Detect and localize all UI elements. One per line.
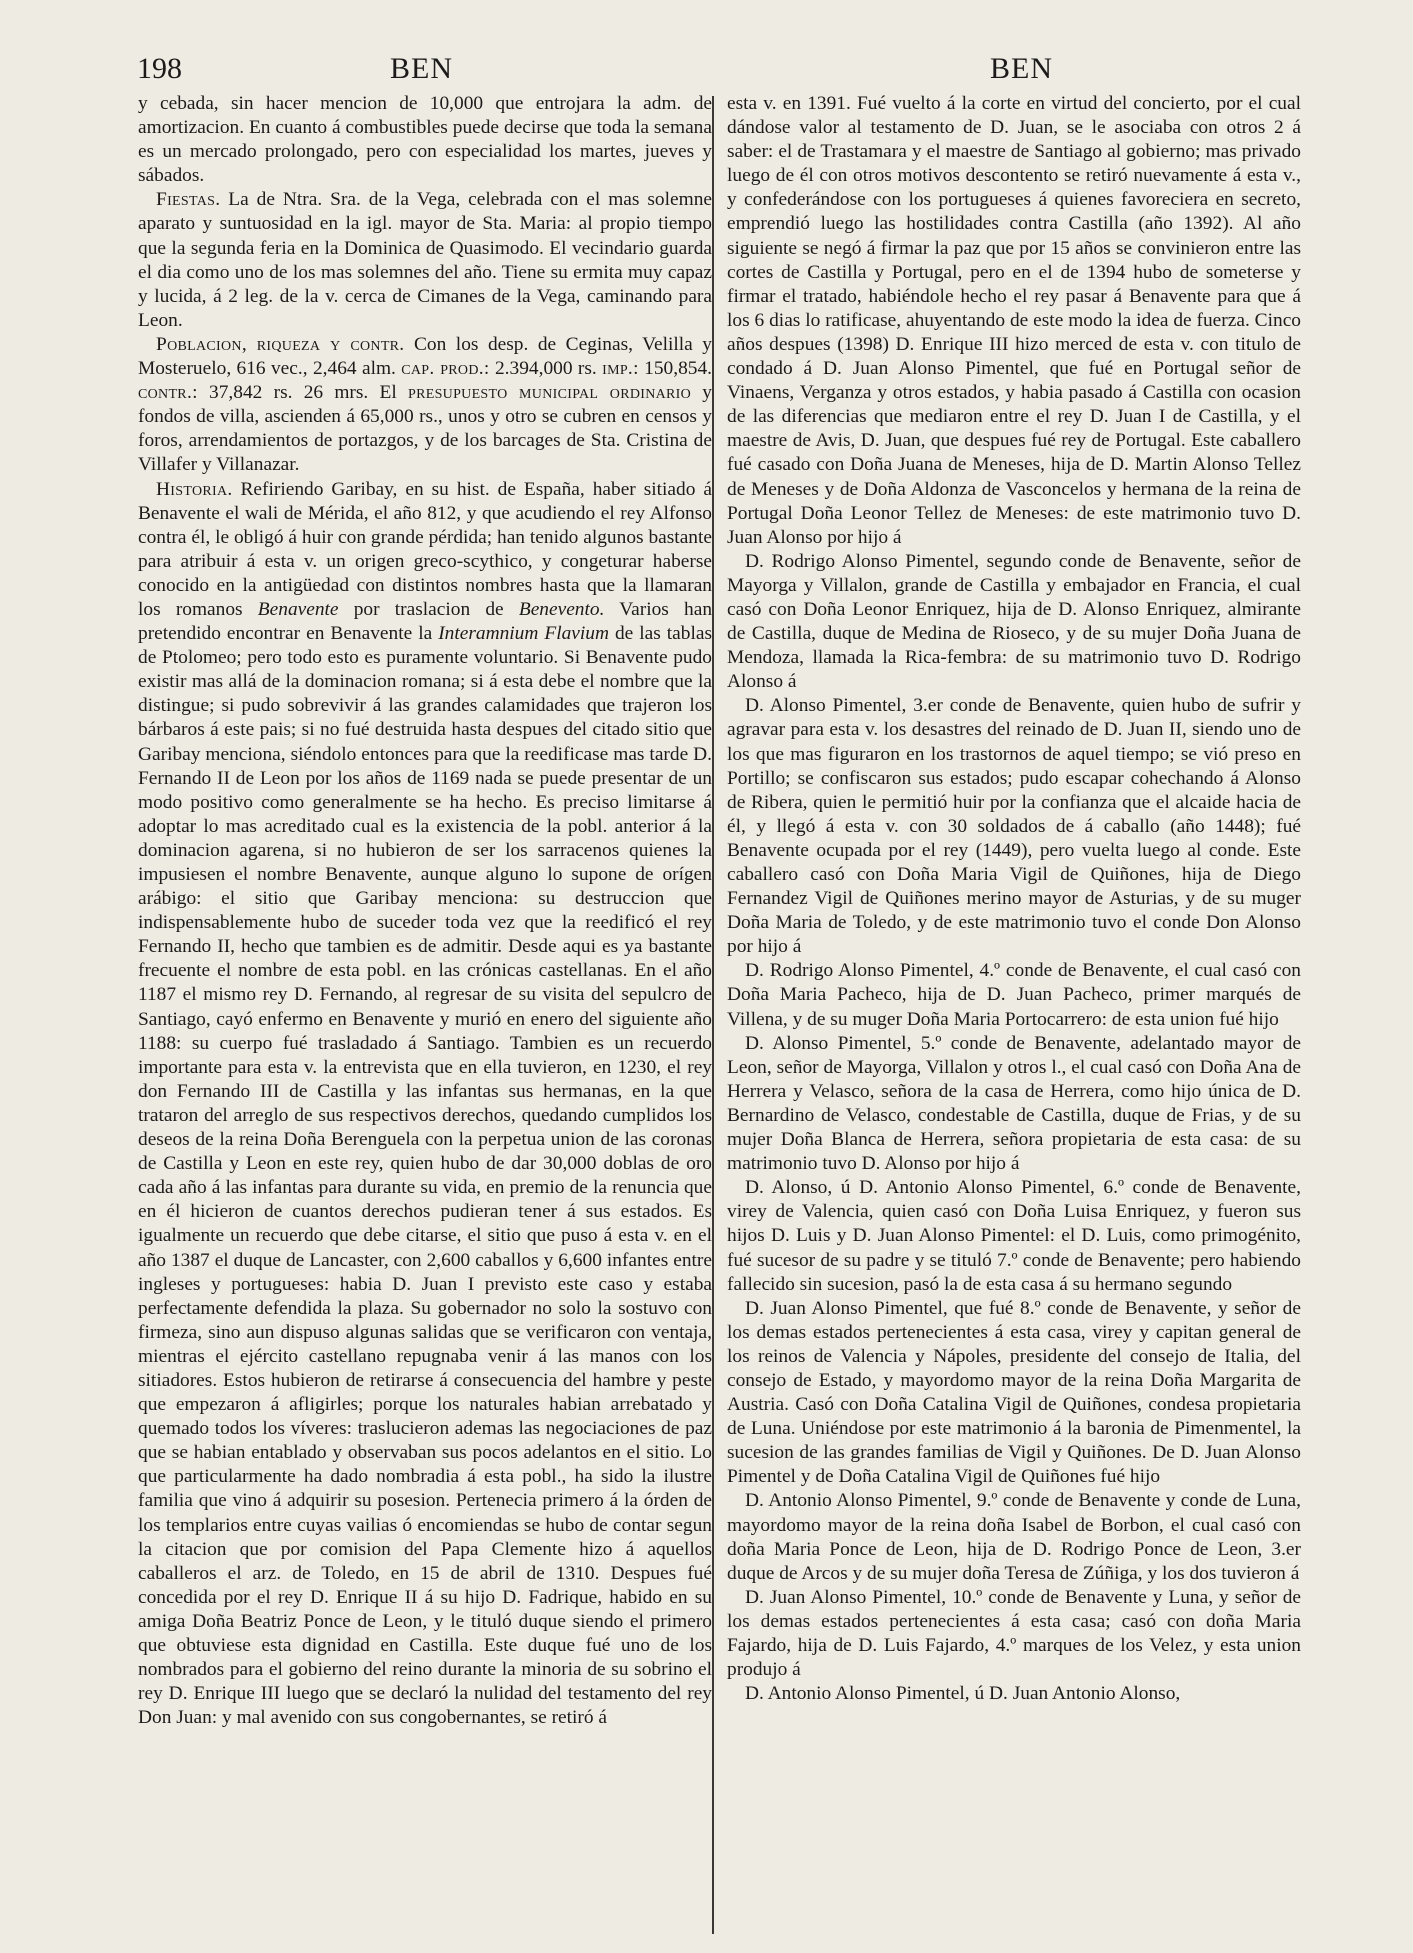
- text-run: 150,854.: [638, 358, 712, 380]
- running-head-right: BEN: [990, 52, 1053, 85]
- text-run: Refiriendo Garibay, en su hist. de España, haber sitiado á Benavente el wali de Mérida, el año 812, y que acudiendo el rey Alfonso contra él, le obligó á huir con grande pérdida; han tenido algunos bastante para atribuir á esta v. un origen greco-scythico, y congeturar haberse conocido en la antigüedad con distintos nombres hasta que la llamaran los romanos: [138, 478, 712, 620]
- column-divider: [712, 96, 714, 1934]
- text-run: y cebada, sin hacer mencion de 10,000 que entrojara la adm. de amortizacion. En cuanto á combustibles puede decirse que toda la semana es un mercado prolongado, pero con especialidad los martes, jueves y sábados.: [138, 93, 712, 187]
- text-run: D. Antonio Alonso Pimentel, 9.º conde de Benavente y conde de Luna, mayordomo mayor de la reina doña Isabel de Borbon, el cual casó con doña Maria Ponce de Leon, hija de D. Rodrigo Ponce de Leon, 3.er duque de Arcos y de su mujer doña Teresa de Zúñiga, y los dos tuvieron á: [727, 1490, 1301, 1584]
- text-run: Varios han pretendido encontrar en Benavente la: [138, 598, 712, 645]
- right-column: [727, 92, 1301, 1937]
- paragraph: [727, 1682, 1301, 1706]
- text-run: D. Alonso Pimentel, 5.º conde de Benavente, adelantado mayor de Leon, señor de Mayorga, Villalon y otros l., el cual casó con Doña Ana de Herrera y Velasco, señora de la casa de Herrera, como hijo única de D. Bernardino de Velasco, condestable de Castilla, duque de Frias, y de su mujer Doña Blanca de Herrera, señora propietaria de esta casa: de su matrimonio tuvo D. Alonso por hijo á: [727, 1032, 1301, 1175]
- text-run: D. Juan Alonso Pimentel, 10.º conde de Benavente y Luna, y señor de los demas estados pertenecientes á esta casa; casó con doña Maria Fajardo, hija de D. Luis Fajardo, 4.º marques de los Velez, y esta union produjo á: [727, 1586, 1301, 1681]
- italic-run: Benavente: [257, 598, 339, 620]
- text-run: La de Ntra. Sra. de la Vega, celebrada con el mas solemne aparato y suntuosidad en la igl. mayor de Sta. Maria: al propio tiempo que la segunda feria en la Dominica de Quasimodo. El vecindario guarda el dia como uno de los mas solemnes del año. Tiene su ermita muy capaz y lucida, á 2 leg. de la v. cerca de Cimanes de la Vega, caminando para Leon.: [138, 189, 712, 331]
- page-number: 198: [137, 52, 182, 85]
- paragraph: [727, 92, 1301, 550]
- paragraph: [138, 92, 712, 188]
- text-run: D. Rodrigo Alonso Pimentel, 4.º conde de Benavente, el cual casó con Doña Maria Pacheco, hija de D. Juan Pacheco, primer marqués de Villena, y de su muger Doña Maria Portocarrero: de esta union fué hijo: [727, 960, 1301, 1030]
- paragraph: [727, 1297, 1301, 1490]
- paragraph: [727, 1586, 1301, 1682]
- running-head-left: BEN: [390, 52, 453, 85]
- paragraph: [727, 694, 1301, 959]
- small-caps-run: cap. prod.:: [401, 358, 490, 380]
- paragraph: [727, 1489, 1301, 1585]
- paragraph: [727, 959, 1301, 1031]
- small-caps-run: contr.:: [138, 382, 198, 404]
- text-run: D. Juan Alonso Pimentel, que fué 8.º conde de Benavente, y señor de los demas estados pertenecientes á esta casa, virey y capitan general de los reinos de Valencia y Nápoles, presidente del consejo de Italia, del consejo de Estado, y mayordomo mayor de la reina Doña Margarita de Austria. Casó con Doña Catalina Vigil de Quiñones, condesa propietaria de Luna. Uniéndose por este matrimonio á la baronia de Pimenmentel, la sucesion de las grandes familias de Vigil y Quiñones. De D. Juan Alonso Pimentel y de Doña Catalina Vigil de Quiñones fué hijo: [727, 1297, 1301, 1488]
- paragraph: [138, 188, 712, 333]
- text-run: D. Alonso Pimentel, 3.er conde de Benavente, quien hubo de sufrir y agravar para esta v. los desastres del reinado de D. Juan II, siendo uno de los que mas figuraron en los trastornos de aquel tiempo; se vió preso en Portillo; se confiscaron sus estados; pudo escapar cohechando á Alonso de Ribera, quien le permitió huir por la confianza que el alcaide hacia de él, y llegó á esta v. con 30 soldados de á caballo (año 1448); fué Benavente ocupada por el rey (1449), pero vuelta luego al conde. Este caballero casó con Doña Maria Vigil de Quiñones, hija de Diego Fernandez Vigil de Quiñones merino mayor de Asturias, y de su muger Doña Maria de Toledo, y de este matrimonio tuvo el conde Don Alonso por hijo á: [727, 695, 1301, 958]
- text-run: Con los desp. de Ceginas, Velilla y Mosteruelo, 616 vec., 2,464 alm.: [138, 333, 712, 380]
- text-run: 37,842 rs. 26 mrs. El: [197, 382, 408, 404]
- small-caps-run: Poblacion, riqueza y contr.: [156, 333, 405, 355]
- text-run: D. Antonio Alonso Pimentel, ú D. Juan Antonio Alonso,: [745, 1683, 1181, 1705]
- paragraph: [727, 1032, 1301, 1177]
- small-caps-run: Historia.: [156, 478, 233, 500]
- italic-run: Interamnium Flavium: [438, 623, 609, 645]
- paragraph: [727, 550, 1301, 695]
- paragraph: [727, 1176, 1301, 1296]
- text-run: de las tablas de Ptolomeo; pero todo esto es puramente voluntario. Si Benavente pudo existir mas allá de la dominacion romana; si á esta debe el nombre que la distingue; si pudo sobrevivir á las grandes calamidades que trajeron los bárbaros á este pais; si no fué destruida hasta despues del citado sitio que Garibay menciona, siéndolo entonces para que la reedificase mas tarde D. Fernando II de Leon por los años de 1169 nada se puede presentar de un modo positivo como generalmente se ha hecho. Es preciso limitarse á adoptar lo mas acreditado cual es la existencia de la pobl. anterior á la dominacion agarena, si no hubieron de ser los sarracenos quienes la impusiesen el nombre Benavente, aunque alguno lo supone de orígen arábigo: el sitio que Garibay menciona: su destruccion que indispensablemente hubo de suceder toda vez que la reedificó el rey Fernando II, hecho que tambien es de admitir. Desde aqui es ya bastante frecuente el nombre de esta pobl. en las crónicas castellanas. En el año 1187 el mismo rey D. Fernando, al regresar de su visita del sepulcro de Santiago, cayó enfermo en Benavente y murió en enero del siguiente año 1188: su cuerpo fué trasladado á Santiago. Tambien es un recuerdo importante para esta v. la entrevista que en ella tuvieron, en 1230, el rey don Fernando III de Castilla y las infantas sus hermanas, en la que trataron del arreglo de sus respectivos derechos, quedando cumplidos los deseos de la reina Doña Berenguela con la perpetua union de las coronas de Castilla y Leon en este rey, quien hubo de dar 30,000 doblas de oro cada año á las infantas para durante su vida, en premio de la renuncia que en él hicieron de cuantos derechos pudieran tener á sus estados. Es igualmente un recuerdo que debe citarse, el sitio que puso á esta v. en el año 1387 el duque de Lancaster, con 2,600 caballos y 6,600 infantes entre ingleses y portugueses: habia D. Juan I previsto este caso y estaba perfectamente defendida la plaza. Su gobernador no solo la sostuvo con firmeza, sino aun dispuso algunas salidas que se verificaron con ventaja, mientras el ejército castellano repugnaba venir á las manos con los sitiadores. Estos hubieron de retirarse á consecuencia del hambre y peste que empezaron á afligirles; porque los naturales habian arrebatado y quemado todos los víveres: traslucieron ademas las negociaciones de paz que se habian entablado y observaban sus pocos adelantos en el sitio. Lo que particularmente ha dado nombradia á esta pobl., ha sido la ilustre familia que vino á adquirir su posesion. Pertenecia primero á la órden de los templarios entre cuyas vailias ó encomiendas se hubo de contar segun la citacion que por comision del Papa Clemente hizo á aquellos caballeros el arz. de Toledo, en 15 de abril de 1310. Despues fué concedida por el rey D. Enrique II á su hijo D. Fadrique, habido en su amiga Doña Beatriz Ponce de Leon, y le tituló duque siendo el primero que obtuviese esta dignidad en Castilla. Este duque fué uno de los nombrados para el gobierno del reino durante la minoria de su sobrino el rey D. Enrique III luego que se declaró la nulidad del testamento del rey Don Juan: y mal avenido con sus congobernantes, se retiró á: [138, 623, 712, 1729]
- left-column: [138, 92, 712, 1937]
- small-caps-run: presupuesto municipal ordinario: [408, 382, 692, 404]
- small-caps-run: Fiestas.: [156, 189, 221, 211]
- text-run: D. Rodrigo Alonso Pimentel, segundo conde de Benavente, señor de Mayorga y Villalon, grande de Castilla y embajador en Francia, el cual casó con Doña Leonor Enriquez, hija de D. Alonso Enriquez, almirante de Castilla, duque de Medina de Rioseco, y de su mujer Doña Juana de Mendoza, llamada la Rica-fembra: de su matrimonio tuvo D. Rodrigo Alonso á: [727, 550, 1301, 693]
- paragraph: [138, 333, 712, 478]
- text-run: 2.394,000 rs.: [489, 358, 603, 380]
- paragraph: [138, 478, 712, 1731]
- italic-run: Benevento.: [518, 598, 605, 620]
- text-run: esta v. en 1391. Fué vuelto á la corte en virtud del concierto, por el cual dándose valor al testamento de D. Juan, se le asociaba con otros 2 á saber: el de Trastamara y el maestre de Santiago al gobierno; mas privado luego de él con otros motivos descontento se retiró nuevamente á esta v., y confederándose con los portugueses á quienes favoreciera en secreto, emprendió luego las hostilidades contra Castilla (año 1392). Al año siguiente se negó á firmar la paz que por 15 años se convinieron entre las cortes de Castilla y Portugal, pero en el de 1394 hubo de someterse y firmar el tratado, habiéndole hecho el rey pasar á Benavente para que á los 6 dias lo ratificase, ahuyentando de este modo la idea de fuerza. Cinco años despues (1398) D. Enrique III hizo merced de esta v. con titulo de condado á D. Juan Alonso Pimentel, que fué en Portugal señor de Vinaens, Verganza y otros estados, y habia pasado á Castilla con ocasion de las diferencias que mediaron entre el rey D. Juan I de Castilla, y el maestre de Avis, D. Juan, que despues fué rey de Portugal. Este caballero fué casado con Doña Juana de Meneses, hija de D. Martin Alonso Tellez de Meneses y de Doña Aldonza de Vasconcelos y hermana de la reina de Portugal Doña Leonor Tellez de Meneses: de este matrimonio tuvo D. Juan Alonso por hijo á: [727, 93, 1301, 548]
- text-run: por traslacion de: [338, 598, 519, 620]
- text-run: D. Alonso, ú D. Antonio Alonso Pimentel, 6.º conde de Benavente, virey de Valencia, quien casó con Doña Luisa Enriquez, y fueron sus hijos D. Luis y D. Juan Alonso Pimentel: el D. Luis, como primogénito, fué sucesor de su padre y se tituló 7.º conde de Benavente; pero habiendo fallecido sin sucesion, pasó la de esta casa á su hermano segundo: [727, 1177, 1301, 1295]
- small-caps-run: imp.:: [602, 358, 639, 380]
- text-run: y fondos de villa, ascienden á 65,000 rs., unos y otro se cubren en censos y foros, arrendamientos de portazgos, y de los barcages de Sta. Cristina de Villafer y Villanazar.: [138, 382, 712, 476]
